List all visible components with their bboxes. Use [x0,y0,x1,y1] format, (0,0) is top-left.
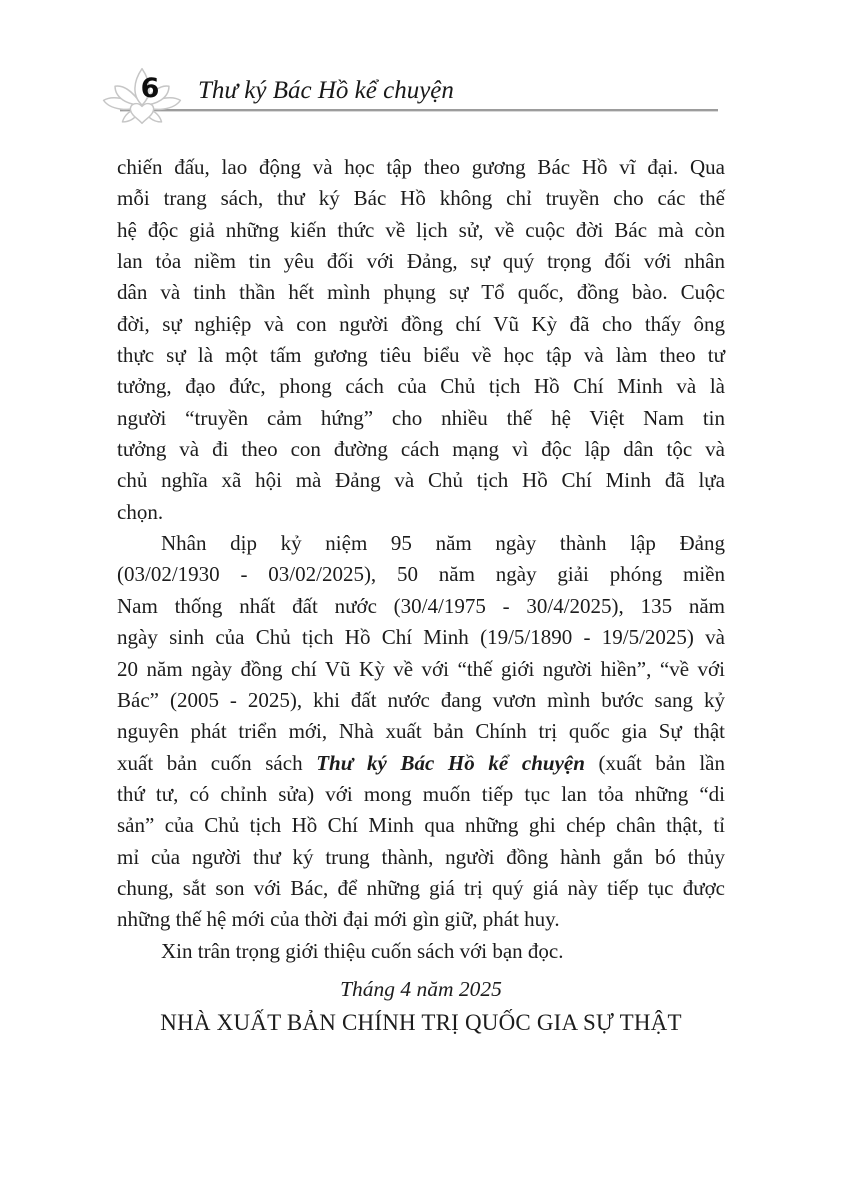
body-line: dân và tinh thần hết mình phụng sự Tổ quốc, đồng bào. Cuộc [117,280,725,305]
publisher-name: NHÀ XUẤT BẢN CHÍNH TRỊ QUỐC GIA SỰ THẬT [160,1009,682,1035]
page-body [117,152,725,1041]
body-line: mỗi trang sách, thư ký Bác Hồ không chỉ truyền cho các thế [117,186,725,211]
body-line: chọn. [117,499,164,524]
body-line: Nam thống nhất đất nước (30/4/1975 - 30/4/2025), 135 năm [117,593,725,618]
body-line: chủ nghĩa xã hội mà Đảng và Chủ tịch Hồ Chí Minh đã lựa [117,468,725,493]
body-line: Xin trân trọng giới thiệu cuốn sách với bạn đọc. [161,938,564,963]
text-segment: (xuất bản lần [584,750,725,775]
publication-date: Tháng 4 năm 2025 [340,976,502,1001]
running-title: Thư ký Bác Hồ kể chuyện [198,77,454,104]
body-line: Nhân dịp kỷ niệm 95 năm ngày thành lập Đảng [161,531,725,556]
body-line: người “truyền cảm hứng” cho nhiều thế hệ Việt Nam tin [117,405,725,430]
body-line: đời, sự nghiệp và con người đồng chí Vũ Kỳ đã cho thấy ông [117,311,725,336]
body-line: lan tỏa niềm tin yêu đối với Đảng, sự quý trọng đối với nhân [117,249,725,274]
body-line: 20 năm ngày đồng chí Vũ Kỳ về với “thế giới người hiền”, “về với [117,656,725,681]
book-title-emphasis: Thư ký Bác Hồ kể chuyện [316,750,585,775]
text-segment: xuất bản cuốn sách [117,750,317,775]
body-line: tưởng, đạo đức, phong cách của Chủ tịch Hồ Chí Minh và là [117,374,725,399]
body-line: thực sự là một tấm gương tiêu biểu về học tập và làm theo tư [117,343,725,368]
body-line: tưởng và đi theo con đường cách mạng vì độc lập dân tộc và [117,437,725,462]
body-line: thứ tư, có chỉnh sửa) với mong muốn tiếp tục lan tỏa những “di [117,781,725,806]
body-line: sản” của Chủ tịch Hồ Chí Minh qua những ghi chép chân thật, tỉ [117,813,725,838]
body-line: Bác” (2005 - 2025), khi đất nước đang vươn mình bước sang kỷ [117,687,725,712]
body-line: nguyên phát triển mới, Nhà xuất bản Chính trị quốc gia Sự thật [117,719,725,744]
body-line: những thế hệ mới của thời đại mới gìn giữ, phát huy. [117,907,560,932]
body-line: chiến đấu, lao động và học tập theo gương Bác Hồ vĩ đại. Qua [117,155,725,179]
body-line: (03/02/1930 - 03/02/2025), 50 năm ngày giải phóng miền [117,562,725,587]
header-rule [120,109,718,112]
page-number: 6 [140,73,160,104]
body-line: hệ độc giả những kiến thức về lịch sử, về cuộc đời Bác mà còn [117,217,725,242]
body-line-with-book-title [117,748,725,779]
body-line: mỉ của người thư ký trung thành, người đồng hành gắn bó thủy [117,844,725,869]
body-line: chung, sắt son với Bác, để những giá trị quý giá này tiếp tục được [117,875,725,900]
body-line: ngày sinh của Chủ tịch Hồ Chí Minh (19/5/1890 - 19/5/2025) và [117,625,725,650]
